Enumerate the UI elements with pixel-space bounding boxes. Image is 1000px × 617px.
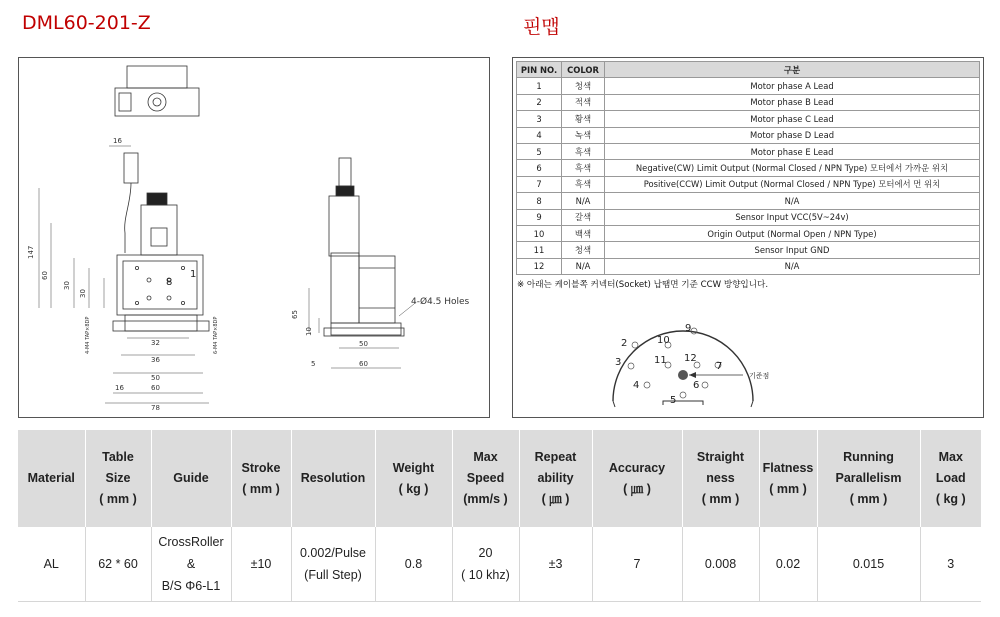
pin-color: N/A [562, 193, 605, 209]
table-row [517, 127, 980, 143]
pin-label: 3 [615, 357, 622, 368]
pin-number: 12 [517, 258, 562, 274]
dim-label: 10 [305, 327, 313, 336]
flatness-value: 0.02 [759, 527, 817, 602]
accuracy-value: 7 [592, 527, 682, 602]
pin-number: 4 [517, 127, 562, 143]
motor-body [141, 205, 177, 255]
dim-label: 5 [311, 360, 316, 368]
pin-number: 1 [517, 78, 562, 94]
table-size-header: Table Size ( mm ) [85, 430, 151, 527]
stroke-value: ±10 [231, 527, 291, 602]
stroke-header: Stroke ( mm ) [231, 430, 291, 527]
dim-label: 32 [151, 339, 160, 347]
max-speed-value: 20 ( 10 khz) [452, 527, 519, 602]
table-row [517, 258, 980, 274]
pin-color: 청색 [562, 242, 605, 258]
pin-label: 9 [685, 323, 692, 334]
table-row [517, 242, 980, 258]
guide-header: Guide [151, 430, 231, 527]
pin-color: N/A [562, 258, 605, 274]
pin-description: Motor phase D Lead [605, 127, 980, 143]
pin-number: 10 [517, 225, 562, 241]
spec-value-row [18, 527, 981, 602]
reference-label: 기준점 [749, 372, 770, 380]
pin-number: 11 [517, 242, 562, 258]
pin-label: 6 [693, 380, 700, 391]
pin-description: Origin Output (Normal Open / NPN Type) [605, 225, 980, 241]
dim-label: 60 [151, 384, 160, 392]
pin-number: 3 [517, 111, 562, 127]
pin-color: 적색 [562, 94, 605, 110]
pin-description: Motor phase C Lead [605, 111, 980, 127]
dim-label: 65 [291, 310, 299, 319]
pin-label: 1 [190, 269, 197, 280]
max-load-value: 3 [920, 527, 981, 602]
dim-label: 60 [41, 271, 49, 280]
pin-label: 11 [654, 355, 667, 366]
tap-label: 4-M4 TAP×8DP [85, 316, 91, 354]
table-row [517, 176, 980, 192]
pin-color: 녹색 [562, 127, 605, 143]
pin-color: 흑색 [562, 176, 605, 192]
holes-label: 4-Ø4.5 Holes [411, 297, 470, 307]
dim-label: 50 [151, 374, 160, 382]
pin-label: 8 [166, 277, 173, 288]
pin-color: 흑색 [562, 160, 605, 176]
pin-color: 갈색 [562, 209, 605, 225]
resolution-header: Resolution [291, 430, 375, 527]
dim-label: 50 [359, 340, 368, 348]
pin-number: 8 [517, 193, 562, 209]
pin-label: 12 [684, 353, 697, 364]
pin-label: 7 [716, 361, 723, 372]
pin-label: 10 [657, 335, 670, 346]
pin-color: 청색 [562, 78, 605, 94]
pin-description: Sensor Input GND [605, 242, 980, 258]
straightness-value: 0.008 [682, 527, 759, 602]
table-row [517, 78, 980, 94]
material-header: Material [18, 430, 85, 527]
table-row [517, 94, 980, 110]
dim-label: 16 [113, 137, 122, 145]
repeatability-header: Repeat ability ( ㎛ ) [519, 430, 592, 527]
pin-number: 5 [517, 143, 562, 159]
top-motor-outline [127, 66, 187, 88]
pin-description: N/A [605, 193, 980, 209]
pin-description: Sensor Input VCC(5V~24v) [605, 209, 980, 225]
pin-color: 흑색 [562, 143, 605, 159]
stage-table [117, 255, 203, 315]
pin-description: Negative(CW) Limit Output (Normal Closed / NPN Type) 모터에서 가까운 위치 [605, 160, 980, 176]
spec-header-row [18, 430, 981, 527]
dim-label: 147 [27, 245, 35, 259]
pin-label: 4 [633, 380, 640, 391]
pinmap-title: 핀맵 [523, 16, 560, 38]
pin-description: Motor phase B Lead [605, 94, 980, 110]
weight-header: Weight ( kg ) [375, 430, 452, 527]
stage-drawing [19, 58, 489, 417]
table-size-value: 62 * 60 [85, 527, 151, 602]
dim-label: 78 [151, 404, 160, 412]
pin-description: N/A [605, 258, 980, 274]
straightness-header: Straight ness ( mm ) [682, 430, 759, 527]
pin-label: 5 [670, 395, 677, 406]
table-row [517, 225, 980, 241]
color-header: COLOR [562, 62, 605, 78]
material-value: AL [18, 527, 85, 602]
flatness-header: Flatness ( mm ) [759, 430, 817, 527]
pin-number: 7 [517, 176, 562, 192]
table-row [517, 143, 980, 159]
pinmap-panel [512, 57, 984, 418]
table-row [517, 193, 980, 209]
pin-description: Motor phase A Lead [605, 78, 980, 94]
max-load-header: Max Load ( kg ) [920, 430, 981, 527]
guide-value: CrossRoller & B/S Φ6-L1 [151, 527, 231, 602]
top-connector-outline [115, 88, 199, 116]
dim-label: 16 [115, 384, 124, 392]
accuracy-header: Accuracy ( ㎛ ) [592, 430, 682, 527]
stage-base [125, 315, 197, 331]
pin-label: 2 [621, 338, 628, 349]
running-parallelism-value: 0.015 [817, 527, 920, 602]
pin-description: Positive(CCW) Limit Output (Normal Closed / NPN Type) 모터에서 먼 위치 [605, 176, 980, 192]
max-speed-header: Max Speed (mm/s ) [452, 430, 519, 527]
dim-label: 36 [151, 356, 160, 364]
pin-no-header: PIN NO. [517, 62, 562, 78]
pin-color: 백색 [562, 225, 605, 241]
pin-number: 6 [517, 160, 562, 176]
connector-diagram [593, 303, 873, 413]
running-parallelism-header: Running Parallelism ( mm ) [817, 430, 920, 527]
pin-table-header-row [517, 62, 980, 78]
pin-number: 9 [517, 209, 562, 225]
pin-table [516, 61, 980, 275]
technical-drawing-panel [18, 57, 490, 418]
tap-label: 6-M4 TAP×8DP [213, 316, 219, 354]
resolution-value: 0.002/Pulse (Full Step) [291, 527, 375, 602]
spec-table [18, 430, 981, 602]
pin-color: 황색 [562, 111, 605, 127]
dim-label: 30 [63, 281, 71, 290]
cable-gland [124, 153, 138, 183]
description-header: 구분 [605, 62, 980, 78]
repeatability-value: ±3 [519, 527, 592, 602]
weight-value: 0.8 [375, 527, 452, 602]
table-row [517, 111, 980, 127]
pin-number: 2 [517, 94, 562, 110]
dim-label: 60 [359, 360, 368, 368]
dim-label: 30 [79, 289, 87, 298]
table-row [517, 160, 980, 176]
table-row [517, 209, 980, 225]
connector-note: ※ 아래는 케이블쪽 커넥터(Socket) 납땜면 기준 CCW 방향입니다. [517, 280, 769, 290]
pin-description: Motor phase E Lead [605, 143, 980, 159]
reference-point-marker [678, 370, 688, 380]
model-title: DML60-201-Z [22, 12, 151, 34]
